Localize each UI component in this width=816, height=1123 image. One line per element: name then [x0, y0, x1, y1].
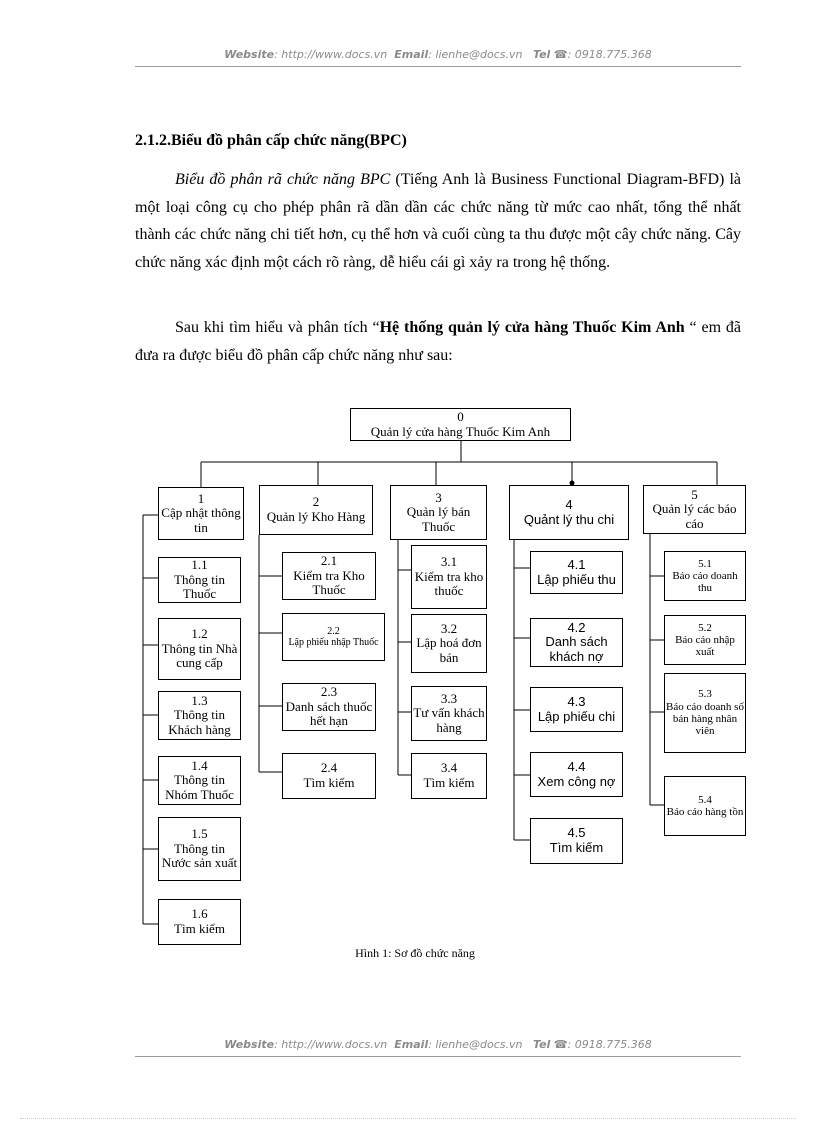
- intro-end: “ em đã đưa ra được biểu đồ phân cấp chức năng như sau:: [135, 319, 742, 364]
- node-4-1: [530, 551, 623, 594]
- node-number: 4: [565, 496, 573, 512]
- node-2-3: [282, 683, 376, 731]
- node-2-2: [282, 613, 385, 661]
- node-label: Kiểm tra Kho Thuốc: [293, 567, 365, 598]
- node-label: Quản lý Kho Hàng: [266, 509, 366, 524]
- node-number: 2.3: [320, 684, 338, 700]
- node-label: Kiểm tra kho thuốc: [414, 568, 484, 599]
- node-label: Quản lý các báo cáo: [652, 501, 737, 531]
- footer-rule: [135, 1056, 741, 1057]
- node-label: Danh sách khách nợ: [545, 634, 608, 664]
- node-1-1: [158, 557, 241, 603]
- website-label: Website: [224, 1038, 275, 1051]
- tel-label: Tel: [532, 48, 551, 61]
- node-1-6: [158, 899, 241, 945]
- node-label: Danh sách thuốc hết hạn: [285, 698, 373, 729]
- email-label: Email: [394, 1038, 429, 1051]
- node-0: [350, 408, 571, 441]
- node-number: 4.5: [567, 825, 586, 841]
- node-label: Báo cáo doanh số bán hàng nhân viên: [666, 700, 744, 738]
- bpc-definition: (Tiếng Anh là Business Functional Diagram-BFD) là một loại công cụ cho phép phân rã dần dần các chức năng từ mức cao nhất, tổng thể nhất thành các chức năng chi tiết hơn, cụ thể hơn và cuối cùng ta thu được một cây chức năng. Cây chức năng xác định một cách rõ ràng, dễ hiểu cái gì xảy ra trong hệ thống.: [135, 171, 741, 271]
- node-label: Lập phiếu nhập Thuốc: [288, 637, 379, 648]
- tel-value: : 0918.775.368: [567, 48, 652, 61]
- node-number: 1.4: [191, 757, 208, 773]
- node-label: Tìm kiếm: [549, 840, 604, 855]
- node-number: 4.3: [567, 693, 586, 709]
- page-footer: [135, 1038, 741, 1051]
- node-5-2: [664, 615, 746, 665]
- node-3-4: [411, 753, 487, 799]
- node-label: Tìm kiếm: [423, 775, 475, 790]
- node-4-2: [530, 618, 623, 667]
- node-number: 3: [435, 489, 442, 505]
- node-label: Thông tin Nhóm Thuốc: [165, 772, 234, 802]
- node-label: Báo cáo nhập xuất: [675, 633, 735, 659]
- node-label: Tư vấn khách hàng: [413, 705, 485, 735]
- node-label: Báo cáo hàng tồn: [666, 806, 744, 818]
- node-number: 1.6: [191, 906, 208, 922]
- node-3-3: [411, 686, 487, 741]
- node-4: [509, 485, 629, 540]
- node-label: Tìm kiếm: [303, 775, 355, 790]
- node-number: 5.2: [698, 621, 712, 634]
- node-label: Tìm kiếm: [174, 921, 225, 936]
- node-label: Xem công nợ: [537, 773, 616, 789]
- node-1-2: [158, 618, 241, 680]
- node-label: Lập phiếu thu: [537, 571, 616, 587]
- node-number: 1: [197, 490, 205, 506]
- node-4-4: [530, 752, 623, 797]
- website-value: : http://www.docs.vn: [274, 1038, 388, 1051]
- node-number: 1.5: [191, 826, 208, 842]
- node-label: Cập nhật thông tin: [161, 505, 241, 535]
- tel-value: : 0918.775.368: [567, 1038, 652, 1051]
- node-number: 0: [457, 408, 464, 424]
- bpc-term: Biểu đồ phân rã chức năng BPC: [175, 171, 391, 188]
- node-label: Thông tin Khách hàng: [168, 707, 231, 737]
- node-number: 4.1: [567, 556, 586, 572]
- node-number: 5.4: [698, 793, 712, 806]
- node-number: 2.1: [320, 553, 338, 569]
- section-heading: 2.1.2.Biểu đồ phân cấp chức năng(BPC): [135, 132, 407, 149]
- node-3-2: [411, 614, 487, 673]
- node-label: Thông tin Nhà cung cấp: [161, 640, 238, 671]
- node-2-4: [282, 753, 376, 799]
- node-3-1: [411, 545, 487, 609]
- node-3: [390, 485, 487, 540]
- node-number: 1.2: [191, 626, 208, 642]
- node-1-3: [158, 691, 241, 740]
- email-label: Email: [394, 48, 429, 61]
- phone-icon: ☎: [553, 48, 568, 61]
- node-number: 3.1: [440, 554, 458, 570]
- node-number: 2.2: [327, 625, 340, 637]
- node-number: 2: [312, 494, 320, 510]
- node-number: 5: [691, 486, 698, 502]
- node-5-4: [664, 776, 746, 836]
- email-value: : lienhe@docs.vn: [428, 48, 523, 61]
- node-label: Thông tin Nước sản xuất: [161, 840, 238, 871]
- node-label: Lập phiếu chi: [537, 708, 616, 724]
- node-label: Quản lý cửa hàng Thuốc Kim Anh: [370, 423, 551, 439]
- figure-caption: Hình 1: Sơ đồ chức năng: [355, 946, 475, 960]
- node-number: 5.1: [698, 557, 712, 570]
- node-4-3: [530, 687, 623, 732]
- node-number: 4.2: [567, 619, 586, 635]
- system-name: Hệ thống quản lý cửa hàng Thuốc Kim Anh: [379, 319, 685, 336]
- node-number: 1.1: [191, 557, 208, 573]
- node-label: Báo cáo doanh thu: [672, 569, 738, 595]
- node-1: [158, 487, 244, 540]
- node-2-1: [282, 552, 376, 600]
- phone-icon: ☎: [553, 1038, 568, 1051]
- node-5: [643, 485, 746, 534]
- node-number: 5.3: [698, 688, 712, 701]
- node-number: 1.3: [191, 692, 208, 708]
- node-1-4: [158, 756, 241, 805]
- page-bottom-border: [20, 1118, 796, 1119]
- node-label: Thông tin Thuốc: [174, 571, 225, 602]
- website-label: Website: [224, 48, 275, 61]
- node-number: 2.4: [320, 760, 338, 776]
- node-label: Quản lý bán Thuốc: [406, 504, 471, 534]
- tel-label: Tel: [532, 1038, 551, 1051]
- node-5-3: [664, 673, 746, 753]
- node-label: Lập hoá đơn bán: [416, 635, 482, 665]
- node-5-1: [664, 551, 746, 601]
- node-1-5: [158, 817, 241, 881]
- node-number: 3.2: [440, 620, 458, 636]
- intro-start: Sau khi tìm hiểu và phân tích “: [175, 319, 380, 336]
- node-number: 4.4: [567, 758, 586, 774]
- node-label: Quảnt lý thu chi: [523, 511, 615, 527]
- node-4-5: [530, 818, 623, 864]
- node-number: 3.4: [440, 760, 458, 776]
- node-2: [259, 485, 373, 535]
- website-value: : http://www.docs.vn: [274, 48, 388, 61]
- node-number: 3.3: [440, 690, 458, 706]
- email-value: : lienhe@docs.vn: [428, 1038, 523, 1051]
